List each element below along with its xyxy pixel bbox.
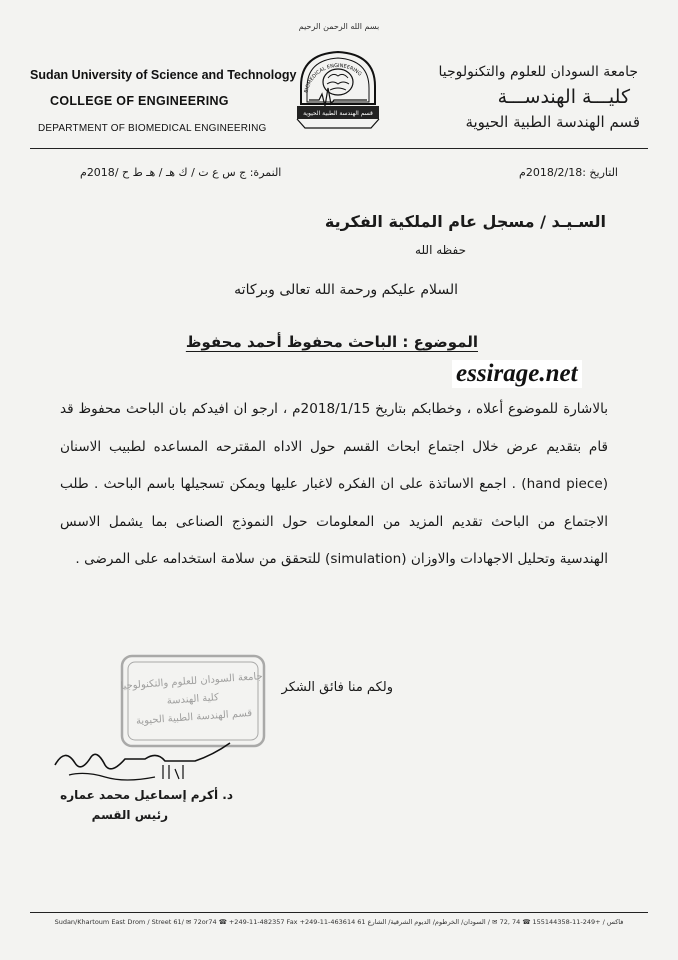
department-name-en: DEPARTMENT OF BIOMEDICAL ENGINEERING [38, 123, 267, 134]
subject-line: الموضوع : الباحث محفوظ أحمد محفوظ [185, 333, 478, 351]
letter-body: بالاشارة للموضوع أعلاه ، وخطابكم بتاريخ 2018/1/15م ، ارجو ان افيدكم بان الباحث محفوظ قد قام بتقديم عرض خلال اجتماع ابحاث القسم حول الاداه المقترحه المساعده لطبيب الاسنان (hand piece) . اجمع الاساتذة على ان الفكره لاغبار عليها ويمكن تسجيلها باسم الباحث . طلب الاجتماع من الباحث تقديم المزيد من المعلومات حول النموذج الصناعى بما يشمل الاسس الهندسية وتحليل الاجهادات والاوزان (simulation) للتحقق من سلامة استخدامه على المرضى . [60, 401, 608, 567]
greeting: السلام عليكم ورحمة الله تعالى وبركاته [234, 282, 458, 298]
logo-ring-text: BIOMEDICAL ENGINEERING [303, 62, 363, 94]
signatory-name: د. أكرم إسماعيل محمد عماره [60, 788, 233, 802]
department-logo [293, 46, 383, 136]
university-name-ar: جامعة السودان للعلوم والتكنولوجيا [438, 64, 638, 80]
recipient: السـيـد / مسجل عام الملكية الفكرية [324, 212, 606, 231]
stamp-line-3: قسم الهندسة الطبية الحيوية [135, 707, 253, 728]
reference-number: النمرة: ج س ع ت / ك هـ / هـ ط ح /2018م [80, 166, 282, 179]
header-rule [30, 148, 648, 149]
signatory-title: رئيس القسم [91, 808, 168, 822]
stamp-line-2: كلية الهندسة [166, 692, 220, 707]
letter-date: التاريخ :2018/2/18م [519, 166, 618, 179]
university-name-en: Sudan University of Science and Technology [30, 68, 297, 82]
watermark: essirage.net [452, 360, 582, 388]
closing-line: ولكم منا فائق الشكر [281, 680, 393, 695]
bismillah: بسم الله الرحمن الرحيم [298, 22, 380, 31]
signature-scribble [45, 735, 245, 790]
honorific: حفظه الله [415, 243, 466, 257]
footer-contact: Sudan/Khartoum East Drom / Street 61/ ✉ 72or74 ☎ +249-11-482357 Fax +249-11-463614 فاكس / +249-11-155144358 ☎ 74 ,72 ✉ / السودان/ الخرطوم/ الديوم الشرقية/ الشارع 61 [54, 918, 624, 926]
logo-banner-text: قسم الهندسة الطبية الحيوية [303, 110, 373, 117]
department-name-ar: قسم الهندسة الطبية الحيوية [465, 113, 640, 131]
footer-rule [30, 912, 648, 913]
college-name-ar: كليـــة الهندســـة [497, 86, 630, 108]
college-name-en: COLLEGE OF ENGINEERING [50, 94, 229, 108]
stamp-line-1: جامعة السودان للعلوم والتكنولوجيا [120, 671, 264, 693]
